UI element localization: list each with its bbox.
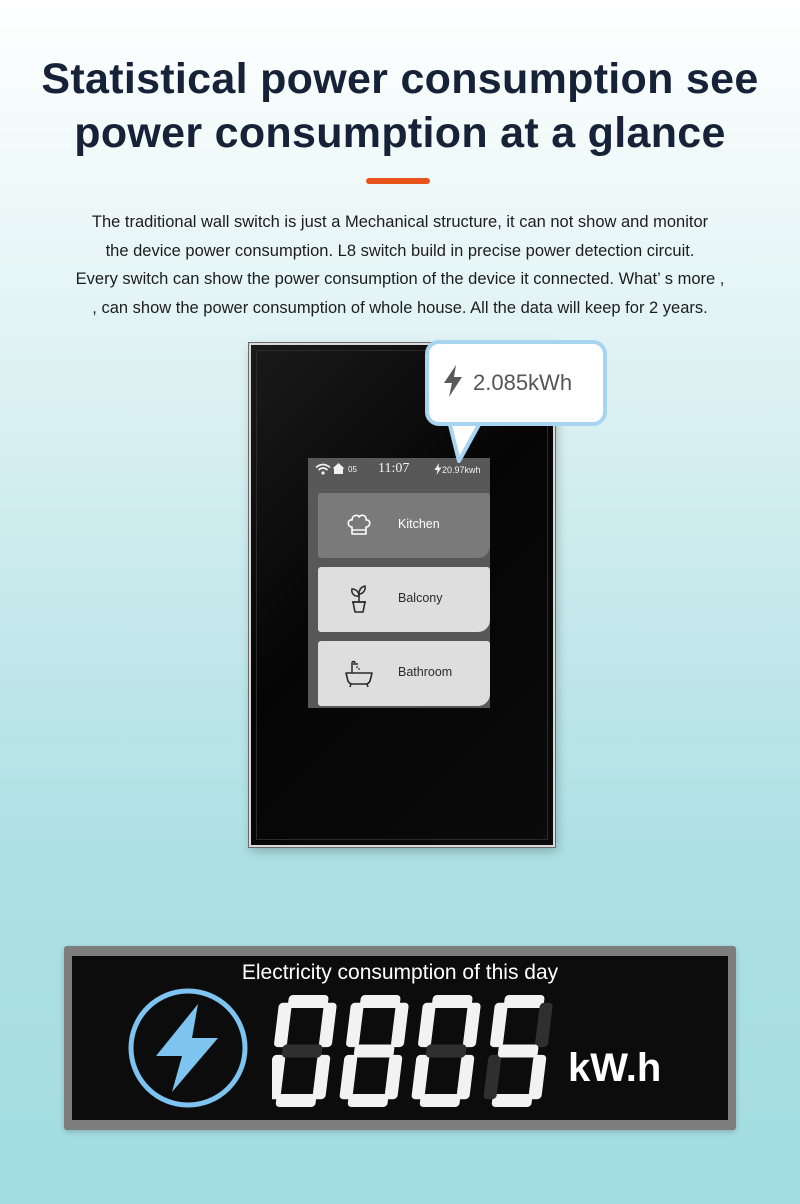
chef-hat-icon xyxy=(344,510,374,540)
digit-1 xyxy=(338,995,410,1107)
room-label: Balcony xyxy=(398,591,443,605)
segment-b xyxy=(463,1003,481,1047)
segment-e xyxy=(272,1055,286,1099)
segment-a xyxy=(360,995,401,1008)
display-screen xyxy=(72,956,728,1120)
daily-consumption-display xyxy=(64,946,736,1130)
power-callout-bubble xyxy=(425,340,607,426)
headline-line-2: power consumption at a glance xyxy=(74,109,726,157)
display-title: Electricity consumption of this day xyxy=(241,961,559,984)
segment-e xyxy=(411,1055,429,1099)
segment-c xyxy=(528,1055,546,1099)
segment-d xyxy=(419,1094,460,1107)
accent-divider xyxy=(366,178,430,184)
room-button-kitchen[interactable] xyxy=(318,493,490,558)
digit-0 xyxy=(272,995,338,1107)
segment-c xyxy=(456,1055,474,1099)
digit-3 xyxy=(482,995,554,1107)
home-icon xyxy=(332,462,345,475)
energy-reading: 20.97kwh xyxy=(442,465,481,475)
digit-2 xyxy=(410,995,482,1107)
segment-d xyxy=(275,1094,316,1107)
bolt-icon xyxy=(434,463,442,475)
segment-b xyxy=(319,1003,337,1047)
wifi-icon xyxy=(315,463,331,475)
bubble-tail xyxy=(445,421,485,463)
segment-g xyxy=(281,1045,322,1058)
segment-g xyxy=(497,1045,538,1058)
room-button-balcony[interactable] xyxy=(318,567,490,632)
segment-e xyxy=(339,1055,357,1099)
segment-f xyxy=(490,1003,508,1047)
segment-b xyxy=(391,1003,409,1047)
potted-plant-icon xyxy=(344,584,374,614)
room-label: Bathroom xyxy=(398,665,453,679)
seven-segment-readout xyxy=(272,990,562,1112)
segment-e xyxy=(483,1055,501,1099)
segment-c xyxy=(312,1055,330,1099)
segment-g xyxy=(353,1045,394,1058)
clock: 11:07 xyxy=(378,461,410,476)
segment-a xyxy=(504,995,545,1008)
segment-f xyxy=(346,1003,364,1047)
headline xyxy=(0,52,800,160)
segment-d xyxy=(347,1094,388,1107)
scene-count: 05 xyxy=(348,465,357,474)
bolt-icon xyxy=(443,365,463,397)
segment-d xyxy=(491,1094,532,1107)
room-label: Kitchen xyxy=(398,517,440,531)
segment-b xyxy=(535,1003,553,1047)
switch-screen[interactable] xyxy=(308,458,490,708)
segment-f xyxy=(274,1003,292,1047)
description-line-2: the device power consumption. L8 switch build in precise power detection circuit. xyxy=(105,241,695,260)
description-line-1: The traditional wall switch is just a Mechanical structure, it can not show and monitor xyxy=(91,213,709,231)
room-button-bathroom[interactable] xyxy=(318,641,490,706)
description-line-4: , can show the power consumption of whole house. All the data will keep for 2 years. xyxy=(92,298,708,317)
unit-label: kW.h xyxy=(568,1046,662,1090)
description xyxy=(0,208,800,322)
segment-a xyxy=(288,995,329,1008)
segment-c xyxy=(384,1055,402,1099)
description-line-3: Every switch can show the power consumption of the device it connected. What’ s more , xyxy=(75,270,725,288)
device-energy-value: 2.085kWh xyxy=(473,370,573,395)
segment-f xyxy=(418,1003,436,1047)
headline-line-1: Statistical power consumption see xyxy=(41,55,759,103)
bathtub-icon xyxy=(344,658,374,688)
segment-g xyxy=(425,1045,466,1058)
segment-a xyxy=(432,995,473,1008)
lightning-circle-icon xyxy=(126,986,250,1110)
